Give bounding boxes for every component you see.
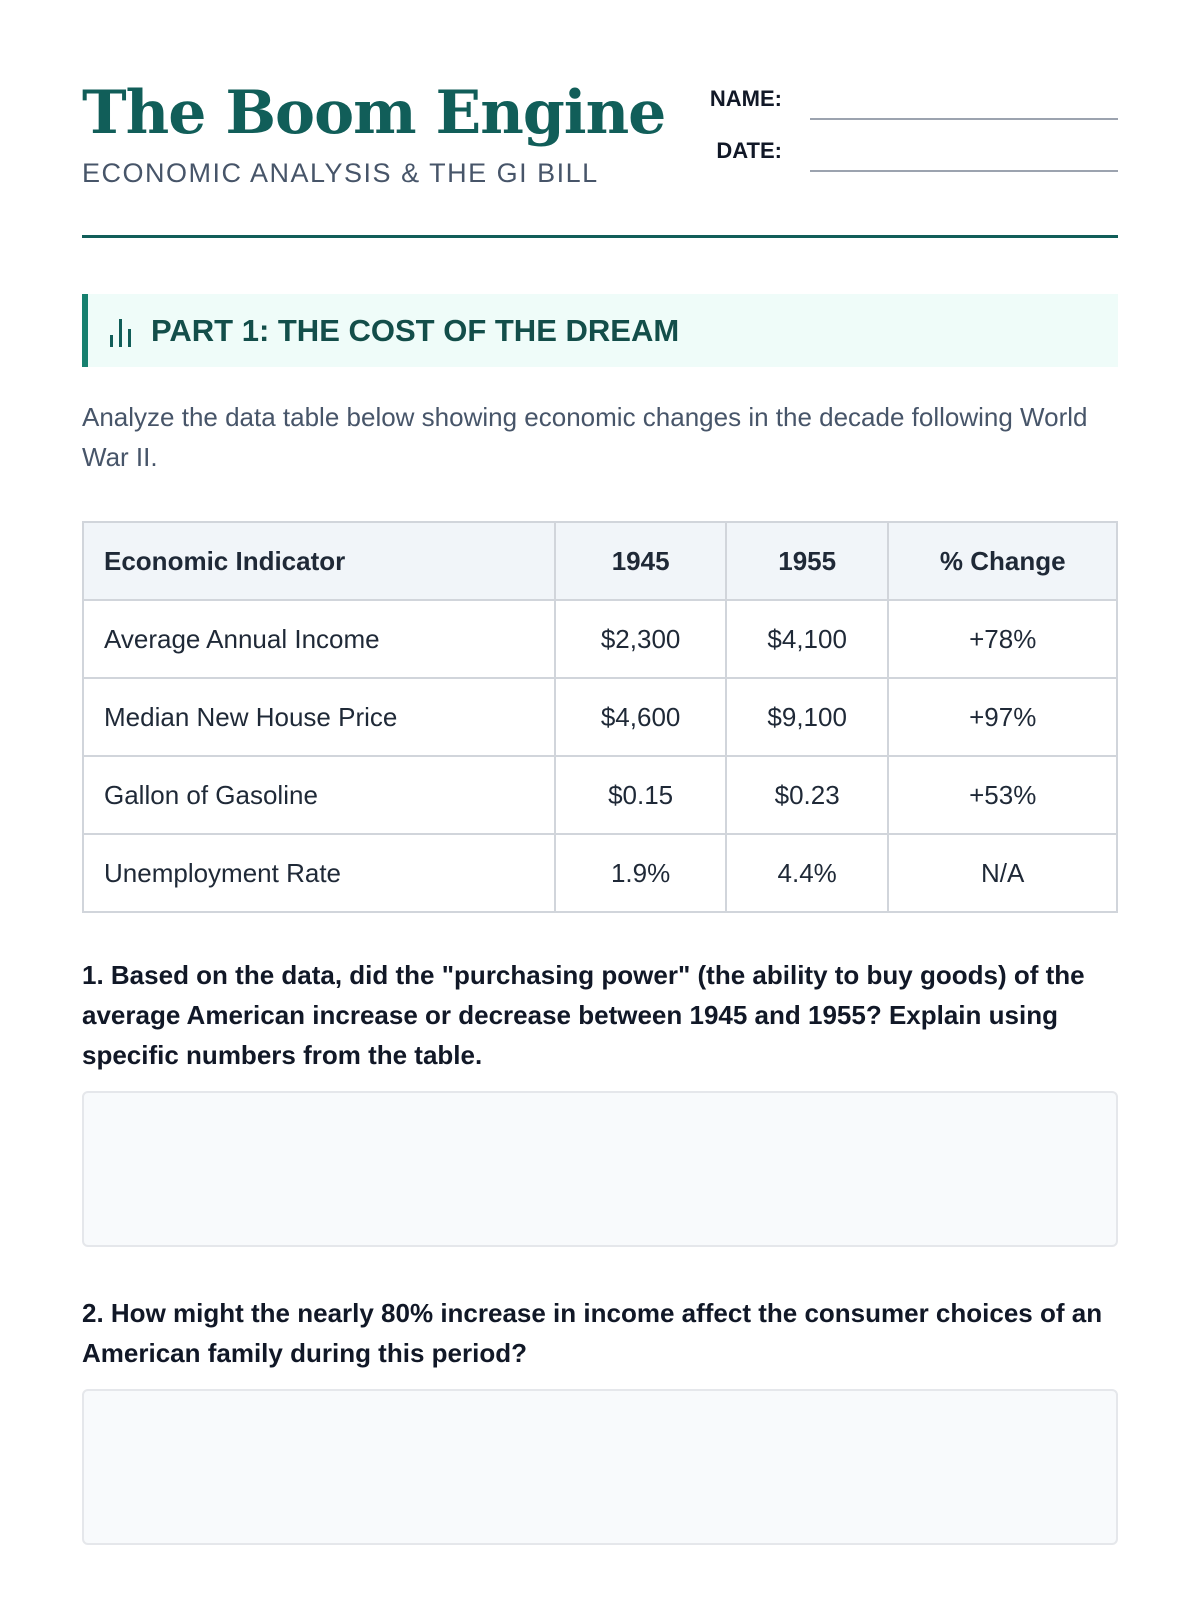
header-divider: [82, 235, 1118, 238]
worksheet-subtitle: ECONOMIC ANALYSIS & THE GI BILL: [82, 158, 599, 188]
column-header: Economic Indicator: [83, 522, 555, 600]
date-line[interactable]: [810, 170, 1118, 172]
date-label: DATE:: [716, 138, 782, 163]
answer-box-2[interactable]: [82, 1389, 1118, 1545]
intro-text: Analyze the data table below showing economic changes in the decade following World War II.: [82, 402, 1088, 472]
section-header: [82, 294, 1118, 367]
worksheet-title: The Boom Engine: [82, 78, 666, 148]
question-1: 1. Based on the data, did the "purchasing power" (the ability to buy goods) of the average American increase or decrease between 1945 and 1955? Explain using specific numbers from the table.: [82, 960, 1085, 1070]
table-row: [83, 678, 1117, 756]
table-header-row: [83, 522, 1117, 600]
value-1955-cell: $4,100: [726, 600, 889, 678]
worksheet-header: [82, 0, 1118, 240]
change-cell: +78%: [888, 600, 1117, 678]
column-header: % Change: [888, 522, 1117, 600]
question-2: 2. How might the nearly 80% increase in income affect the consumer choices of an American family during this period?: [82, 1298, 1103, 1368]
value-1945-cell: $2,300: [555, 600, 726, 678]
indicator-cell: Median New House Price: [83, 678, 555, 756]
value-1945-cell: 1.9%: [555, 834, 726, 912]
table-row: [83, 756, 1117, 834]
value-1945-cell: $0.15: [555, 756, 726, 834]
change-cell: N/A: [888, 834, 1117, 912]
indicator-cell: Average Annual Income: [83, 600, 555, 678]
name-line[interactable]: [810, 118, 1118, 120]
bar-chart-icon: [110, 315, 131, 347]
answer-box-1[interactable]: [82, 1091, 1118, 1247]
date-field[interactable]: [700, 134, 1118, 174]
table-row: [83, 600, 1117, 678]
indicator-cell: Gallon of Gasoline: [83, 756, 555, 834]
value-1955-cell: 4.4%: [726, 834, 889, 912]
economic-data-table: [82, 521, 1118, 913]
section-title: PART 1: THE COST OF THE DREAM: [151, 312, 680, 348]
value-1945-cell: $4,600: [555, 678, 726, 756]
name-label: NAME:: [709, 86, 782, 111]
column-header: 1945: [555, 522, 726, 600]
value-1955-cell: $0.23: [726, 756, 889, 834]
change-cell: +53%: [888, 756, 1117, 834]
value-1955-cell: $9,100: [726, 678, 889, 756]
change-cell: +97%: [888, 678, 1117, 756]
column-header: 1955: [726, 522, 889, 600]
indicator-cell: Unemployment Rate: [83, 834, 555, 912]
name-field[interactable]: [700, 82, 1118, 122]
table-row: [83, 834, 1117, 912]
